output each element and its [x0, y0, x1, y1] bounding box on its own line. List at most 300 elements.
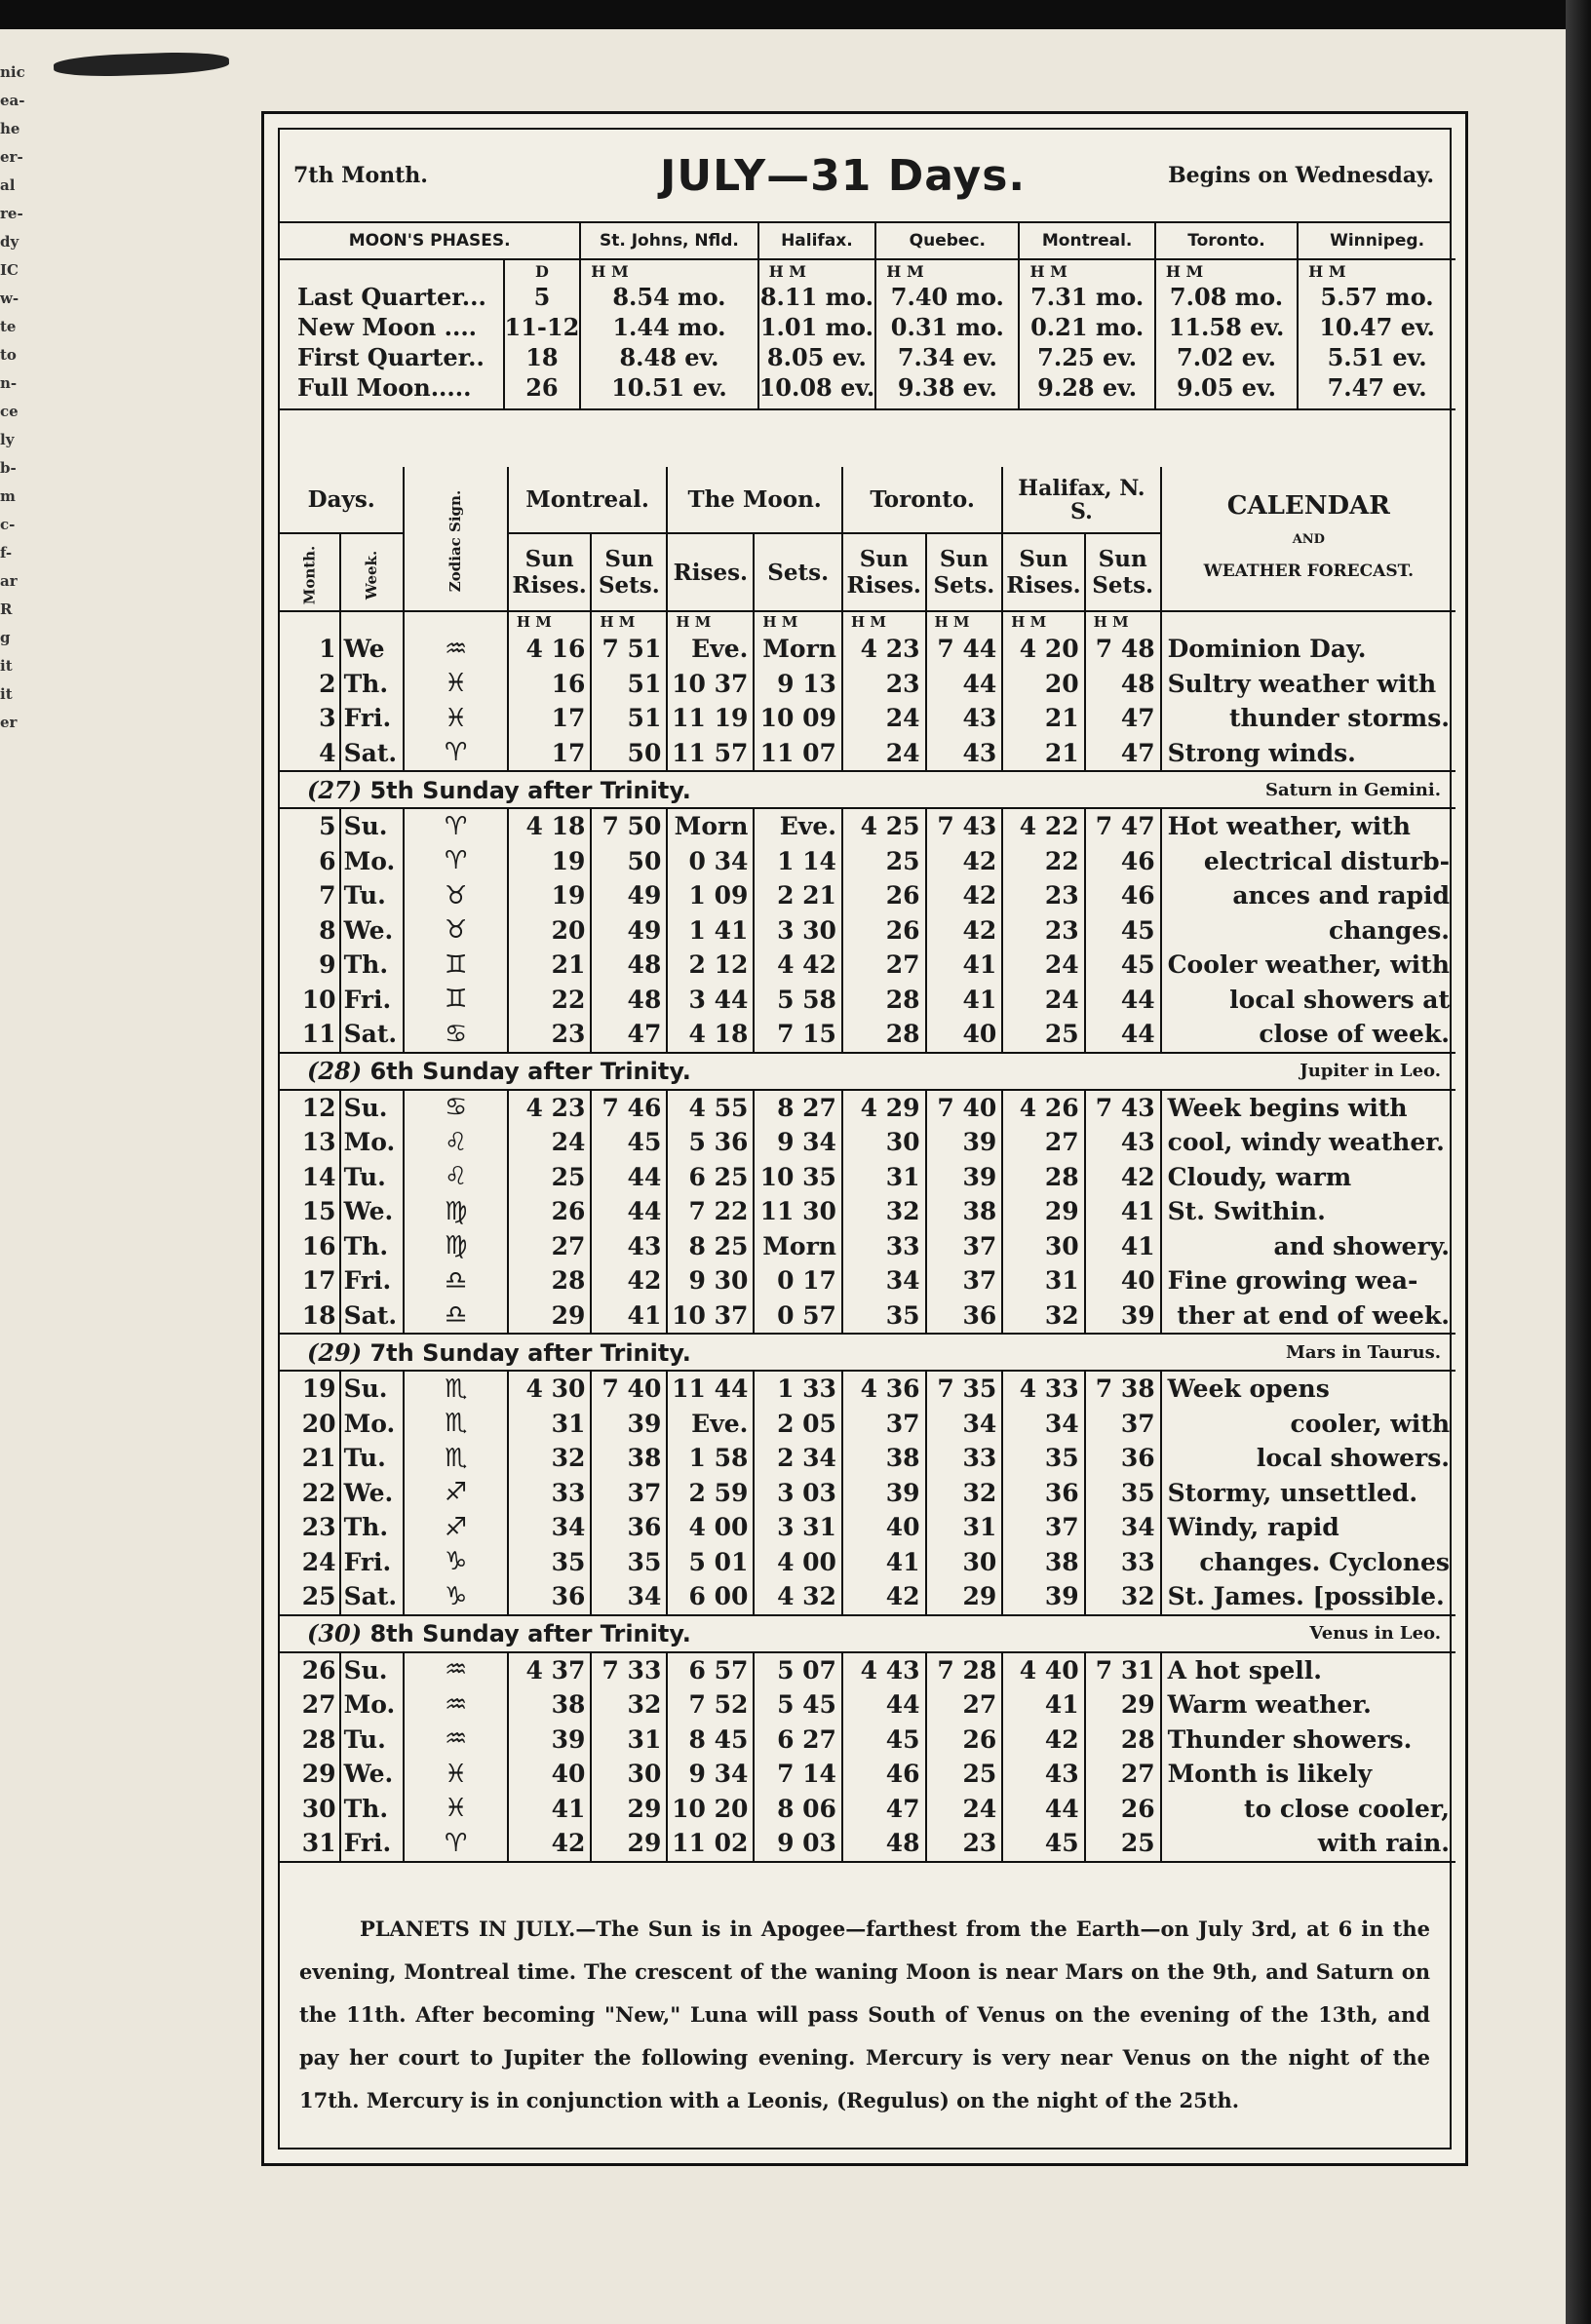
- montreal-sunrise: 4 16: [508, 632, 592, 667]
- montreal-sunset: 42: [591, 1263, 667, 1298]
- zodiac-sign: ♒: [404, 1652, 507, 1688]
- montreal-sunrise: 4 23: [508, 1090, 592, 1126]
- zodiac-header: Zodiac Sign.: [404, 467, 507, 611]
- moonset: 2 05: [754, 1407, 842, 1442]
- day-row: [280, 1371, 1455, 1407]
- moonrise: Eve.: [667, 1407, 754, 1442]
- almanac-page: [261, 111, 1468, 2166]
- sunday-number: (29): [307, 1337, 363, 1367]
- montreal-sunrise: 25: [508, 1160, 592, 1195]
- halifax-sunset: 34: [1085, 1510, 1161, 1545]
- toronto-sunrise: 33: [842, 1229, 926, 1264]
- toronto-sunset: 23: [926, 1826, 1003, 1862]
- toronto-sunset: 42: [926, 844, 1003, 879]
- day-of-month: 4: [280, 736, 340, 772]
- moonset: 8 27: [754, 1090, 842, 1126]
- halifax-sunrise: 41: [1002, 1687, 1084, 1723]
- moonset: 9 03: [754, 1826, 842, 1862]
- unit-hm: H M: [1155, 259, 1298, 282]
- margin-fragment: IC: [0, 261, 19, 279]
- day-row: [280, 1125, 1455, 1160]
- montreal-sunrise: 20: [508, 913, 592, 949]
- weather-forecast: Sultry weather with: [1167, 669, 1437, 698]
- halifax-sunset: 42: [1085, 1160, 1161, 1195]
- day-of-month: 21: [280, 1441, 340, 1476]
- halifax-sunrise: 44: [1002, 1792, 1084, 1827]
- day-row: [280, 1407, 1455, 1442]
- moonrise: Morn: [667, 808, 754, 844]
- halifax-sunset: 28: [1085, 1723, 1161, 1758]
- weather-forecast: changes. Cyclones: [1199, 1547, 1450, 1576]
- phase-name: New Moon ....: [280, 312, 504, 342]
- halifax-sunrise: 22: [1002, 844, 1084, 879]
- ink-stain: [54, 51, 230, 78]
- sunday-title: 8th Sunday after Trinity.: [369, 1620, 691, 1647]
- weekday: Fri.: [340, 983, 405, 1018]
- moonset: 6 27: [754, 1723, 842, 1758]
- montreal-sunset: 48: [591, 983, 667, 1018]
- halifax-sunset: 41: [1085, 1229, 1161, 1264]
- toronto-sunrise: 39: [842, 1476, 926, 1511]
- halifax-sunset: 32: [1085, 1579, 1161, 1615]
- days-header: Days.: [280, 467, 404, 533]
- day-of-month: 13: [280, 1125, 340, 1160]
- halifax-sunrise: 38: [1002, 1545, 1084, 1580]
- zodiac-sign: ♒: [404, 632, 507, 667]
- weekday: We.: [340, 1476, 405, 1511]
- sunday-number: (28): [307, 1057, 363, 1085]
- montreal-sunrise: 19: [508, 844, 592, 879]
- toronto-sunrise: 34: [842, 1263, 926, 1298]
- montreal-sunrise: 42: [508, 1826, 592, 1862]
- toronto-sunrise: 46: [842, 1757, 926, 1792]
- halifax-sunrise: 37: [1002, 1510, 1084, 1545]
- moonrise: 11 02: [667, 1826, 754, 1862]
- margin-fragment: it: [0, 685, 13, 703]
- phase-time: 10.08 ev.: [758, 372, 876, 409]
- montreal-sunset: 48: [591, 948, 667, 983]
- phase-time: 7.40 mo.: [875, 282, 1019, 312]
- phase-time: 8.54 mo.: [580, 282, 757, 312]
- montreal-sunset: 43: [591, 1229, 667, 1264]
- halifax-sunset: 41: [1085, 1194, 1161, 1229]
- halifax-sunrise: 21: [1002, 736, 1084, 772]
- toronto-sunrise: 4 43: [842, 1652, 926, 1688]
- halifax-sunrise: 25: [1002, 1017, 1084, 1053]
- day-of-month: 23: [280, 1510, 340, 1545]
- weekday: Mo.: [340, 1407, 405, 1442]
- phase-time: 7.08 mo.: [1155, 282, 1298, 312]
- moonset: 2 34: [754, 1441, 842, 1476]
- halifax-sunset: 7 48: [1085, 632, 1161, 667]
- moon-col-header: Toronto.: [1155, 223, 1298, 259]
- weekday: Th.: [340, 1229, 405, 1264]
- zodiac-sign: ♈: [404, 808, 507, 844]
- phase-time: 5.51 ev.: [1327, 343, 1427, 371]
- begins-on-label: Begins on Wednesday.: [1168, 163, 1434, 188]
- toronto-sunset: 36: [926, 1298, 1003, 1335]
- toronto-sunrise: 30: [842, 1125, 926, 1160]
- unit-hm: H M: [1085, 611, 1161, 632]
- montreal-sun-sets-header: Sun Sets.: [591, 533, 667, 611]
- phase-name: Last Quarter...: [280, 282, 504, 312]
- halifax-sunset: 36: [1085, 1441, 1161, 1476]
- weather-forecast: cooler, with: [1290, 1409, 1450, 1438]
- toronto-sunrise: 44: [842, 1687, 926, 1723]
- halifax-sunset: 29: [1085, 1687, 1161, 1723]
- planet-note: Saturn in Gemini.: [1265, 779, 1441, 800]
- toronto-sunrise: 23: [842, 667, 926, 702]
- weekday: Mo.: [340, 1687, 405, 1723]
- zodiac-sign: ♊: [404, 948, 507, 983]
- halifax-sunset: 37: [1085, 1407, 1161, 1442]
- phase-time: 8.11 mo.: [758, 282, 876, 312]
- zodiac-sign: ♍: [404, 1194, 507, 1229]
- toronto-sunset: 42: [926, 913, 1003, 949]
- day-of-month: 5: [280, 808, 340, 844]
- weekday: Fri.: [340, 701, 405, 736]
- moon-phase-row: [280, 282, 1455, 312]
- weather-forecast-header: WEATHER FORECAST.: [1203, 562, 1414, 581]
- weekday: Fri.: [340, 1263, 405, 1298]
- montreal-sunrise: 39: [508, 1723, 592, 1758]
- planet-note: Jupiter in Leo.: [1300, 1061, 1441, 1081]
- toronto-sunset: 44: [926, 667, 1003, 702]
- montreal-sunrise: 35: [508, 1545, 592, 1580]
- moonrise: 10 20: [667, 1792, 754, 1827]
- weather-forecast: Fine growing wea-: [1167, 1266, 1418, 1296]
- halifax-sunset: 45: [1085, 948, 1161, 983]
- weather-forecast: changes.: [1329, 915, 1450, 945]
- montreal-sunrise: 36: [508, 1579, 592, 1615]
- weather-forecast: A hot spell.: [1167, 1655, 1322, 1685]
- weather-forecast: Week begins with: [1167, 1093, 1408, 1122]
- montreal-sunrise: 41: [508, 1792, 592, 1827]
- moonrise: 5 36: [667, 1125, 754, 1160]
- day-of-month: 26: [280, 1652, 340, 1688]
- unit-hm: H M: [926, 611, 1003, 632]
- halifax-sunset: 7 38: [1085, 1371, 1161, 1407]
- zodiac-sign: ♈: [404, 736, 507, 772]
- planets-note: PLANETS IN JULY.—The Sun is in Apogee—farthest from the Earth—on July 3rd, at 6 in the evening, Montreal time. The crescent of the waning Moon is near Mars on the 9th, and Saturn on the 11th. After becoming "New," Luna will pass South of Venus on the evening of the 13th, and pay her court to Jupiter the following evening. Mercury is very near Venus on the night of the 17th. Mercury is in conjunction with a Leonis, (Regulus) on the night of the 25th.: [299, 1917, 1430, 2112]
- toronto-sunrise: 48: [842, 1826, 926, 1862]
- montreal-sunset: 7 51: [591, 632, 667, 667]
- halifax-sunrise: 23: [1002, 878, 1084, 913]
- day-of-month: 6: [280, 844, 340, 879]
- day-row: [280, 1194, 1455, 1229]
- weekday: We.: [340, 913, 405, 949]
- day-of-month: 24: [280, 1545, 340, 1580]
- day-of-month: 9: [280, 948, 340, 983]
- moon-phase-row: [280, 312, 1455, 342]
- toronto-sunrise: 4 36: [842, 1371, 926, 1407]
- moonrise: 8 45: [667, 1723, 754, 1758]
- phase-time: 7.25 ev.: [1019, 342, 1154, 372]
- moon-col-header: Winnipeg.: [1298, 223, 1455, 259]
- phase-time: 10.47 ev.: [1319, 313, 1435, 341]
- moonset: Eve.: [754, 808, 842, 844]
- halifax-sunrise: 20: [1002, 667, 1084, 702]
- day-of-month: 7: [280, 878, 340, 913]
- montreal-sunrise: 33: [508, 1476, 592, 1511]
- phase-name: First Quarter..: [280, 342, 504, 372]
- day-row: [280, 632, 1455, 667]
- moonset: 9 13: [754, 667, 842, 702]
- sunday-title: 7th Sunday after Trinity.: [369, 1338, 691, 1367]
- weather-forecast: and showery.: [1273, 1231, 1450, 1260]
- sunday-number: (27): [307, 775, 363, 804]
- moonrise: 11 19: [667, 701, 754, 736]
- toronto-sunset: 27: [926, 1687, 1003, 1723]
- moonrise: 10 37: [667, 1298, 754, 1335]
- weekday: Su.: [340, 808, 405, 844]
- moonrise: 7 22: [667, 1194, 754, 1229]
- moon-col-header: Halifax.: [758, 223, 876, 259]
- moonset: 7 14: [754, 1757, 842, 1792]
- day-of-month: 12: [280, 1090, 340, 1126]
- montreal-sunset: 44: [591, 1160, 667, 1195]
- moonrise: 1 09: [667, 878, 754, 913]
- day-of-month: 14: [280, 1160, 340, 1195]
- almanac-inner-border: [278, 128, 1452, 2150]
- halifax-sunrise: 30: [1002, 1229, 1084, 1264]
- zodiac-sign: ♑: [404, 1579, 507, 1615]
- margin-fragment: ce: [0, 403, 19, 420]
- weekday: Tu.: [340, 1723, 405, 1758]
- day-of-month: 8: [280, 913, 340, 949]
- montreal-sunset: 41: [591, 1298, 667, 1335]
- moonrise: 4 00: [667, 1510, 754, 1545]
- halifax-sunrise: 24: [1002, 983, 1084, 1018]
- weekday: Su.: [340, 1371, 405, 1407]
- day-row: [280, 1652, 1455, 1688]
- sunday-row: [280, 771, 1455, 808]
- weekday: Fri.: [340, 1545, 405, 1580]
- margin-fragment: ar: [0, 572, 18, 590]
- weather-forecast: local showers.: [1256, 1444, 1450, 1473]
- margin-fragment: m: [0, 487, 16, 505]
- day-row: [280, 1826, 1455, 1862]
- montreal-sunrise: 23: [508, 1017, 592, 1053]
- toronto-sunrise: 32: [842, 1194, 926, 1229]
- toronto-sunset: 37: [926, 1263, 1003, 1298]
- toronto-sunset: 7 40: [926, 1090, 1003, 1126]
- day-of-month: 31: [280, 1826, 340, 1862]
- moon-col-header: MOON'S PHASES.: [280, 223, 580, 259]
- calendar-forecast-header: [1161, 467, 1455, 611]
- montreal-sunset: 31: [591, 1723, 667, 1758]
- halifax-sunset: 26: [1085, 1792, 1161, 1827]
- moon-col-header: St. Johns, Nfld.: [580, 223, 757, 259]
- toronto-sunset: 41: [926, 983, 1003, 1018]
- day-of-month: 29: [280, 1757, 340, 1792]
- phase-time: 11.58 ev.: [1155, 312, 1298, 342]
- moonrise: 9 34: [667, 1757, 754, 1792]
- halifax-sunrise: 24: [1002, 948, 1084, 983]
- weekday: Tu.: [340, 1160, 405, 1195]
- montreal-sunset: 50: [591, 844, 667, 879]
- montreal-sunset: 34: [591, 1579, 667, 1615]
- toronto-sunrise: 4 29: [842, 1090, 926, 1126]
- margin-fragment: R: [0, 600, 13, 618]
- zodiac-sign: ♍: [404, 1229, 507, 1264]
- sunday-title: 5th Sunday after Trinity.: [369, 776, 691, 804]
- montreal-sunset: 47: [591, 1017, 667, 1053]
- margin-fragment: g: [0, 629, 11, 646]
- phase-time: 9.05 ev.: [1155, 372, 1298, 409]
- montreal-sunrise: 31: [508, 1407, 592, 1442]
- day-of-month: 11: [280, 1017, 340, 1053]
- phase-time: 7.34 ev.: [875, 342, 1019, 372]
- day-row: [280, 1757, 1455, 1792]
- montreal-sunset: 7 50: [591, 808, 667, 844]
- toronto-sunrise: 42: [842, 1579, 926, 1615]
- halifax-sunset: 48: [1085, 667, 1161, 702]
- toronto-sunset: 38: [926, 1194, 1003, 1229]
- montreal-sunset: 7 33: [591, 1652, 667, 1688]
- weather-forecast: St. Swithin.: [1167, 1197, 1326, 1226]
- moonrise: 2 12: [667, 948, 754, 983]
- moonrise: 5 01: [667, 1545, 754, 1580]
- unit-hm: H M: [580, 259, 757, 282]
- moon-header: The Moon.: [667, 467, 842, 533]
- montreal-sunset: 45: [591, 1125, 667, 1160]
- month-number-label: 7th Month.: [293, 163, 428, 188]
- halifax-sunrise: 28: [1002, 1160, 1084, 1195]
- sunday-number: (30): [307, 1619, 363, 1647]
- toronto-sunrise: 25: [842, 844, 926, 879]
- moonrise: Eve.: [667, 632, 754, 667]
- toronto-sunset: 32: [926, 1476, 1003, 1511]
- zodiac-sign: ♌: [404, 1160, 507, 1195]
- unit-hm: H M: [842, 611, 926, 632]
- margin-fragment: f-: [0, 544, 13, 562]
- phase-time: 9.38 ev.: [875, 372, 1019, 409]
- toronto-sunset: 7 35: [926, 1371, 1003, 1407]
- moonset: Morn: [754, 1229, 842, 1264]
- moonset: 0 57: [754, 1298, 842, 1335]
- toronto-sunset: 41: [926, 948, 1003, 983]
- weather-forecast: electrical disturb-: [1203, 846, 1450, 875]
- margin-fragment: er-: [0, 148, 23, 166]
- montreal-sunrise: 16: [508, 667, 592, 702]
- day-row: [280, 1263, 1455, 1298]
- montreal-sunrise: 38: [508, 1687, 592, 1723]
- halifax-sunset: 43: [1085, 1125, 1161, 1160]
- phase-time: 0.21 mo.: [1019, 312, 1154, 342]
- weather-forecast: Windy, rapid: [1167, 1513, 1339, 1542]
- montreal-sunrise: 28: [508, 1263, 592, 1298]
- moonset: 1 14: [754, 844, 842, 879]
- weather-forecast: cool, windy weather.: [1167, 1128, 1445, 1157]
- toronto-sunrise: 26: [842, 913, 926, 949]
- weather-forecast: Cloudy, warm: [1167, 1162, 1352, 1191]
- zodiac-sign: ♋: [404, 1017, 507, 1053]
- moonrise: 0 34: [667, 844, 754, 879]
- zodiac-sign: ♓: [404, 1792, 507, 1827]
- moon-phases-table: [280, 223, 1455, 410]
- phase-day: 11-12: [504, 313, 580, 341]
- toronto-sunrise: 37: [842, 1407, 926, 1442]
- weather-forecast: with rain.: [1161, 1826, 1455, 1862]
- margin-fragment: to: [0, 346, 17, 364]
- planet-note: Venus in Leo.: [1309, 1623, 1441, 1644]
- montreal-sunrise: 4 30: [508, 1371, 592, 1407]
- moonset: 9 34: [754, 1125, 842, 1160]
- weekday: Mo.: [340, 844, 405, 879]
- toronto-sunset: 39: [926, 1125, 1003, 1160]
- margin-fragment: re-: [0, 205, 23, 222]
- toronto-sunset: 42: [926, 878, 1003, 913]
- montreal-sunset: 29: [591, 1826, 667, 1862]
- day-of-month: 30: [280, 1792, 340, 1827]
- margin-fragment: c-: [0, 516, 16, 533]
- halifax-sunrise: 4 40: [1002, 1652, 1084, 1688]
- toronto-sunset: 31: [926, 1510, 1003, 1545]
- moonset: 8 06: [754, 1792, 842, 1827]
- halifax-sunrise: 4 26: [1002, 1090, 1084, 1126]
- zodiac-sign: ♌: [404, 1125, 507, 1160]
- montreal-sunrise: 29: [508, 1298, 592, 1335]
- halifax-sunrise: 39: [1002, 1579, 1084, 1615]
- moonset: 5 58: [754, 983, 842, 1018]
- toronto-sunrise: 31: [842, 1160, 926, 1195]
- weekday: We.: [340, 1757, 405, 1792]
- weekday: Su.: [340, 1652, 405, 1688]
- toronto-sunset: 39: [926, 1160, 1003, 1195]
- scan-right-edge: [1566, 0, 1591, 2324]
- moonrise: 4 18: [667, 1017, 754, 1053]
- toronto-sunrise: 47: [842, 1792, 926, 1827]
- montreal-sunrise: 40: [508, 1757, 592, 1792]
- montreal-header: Montreal.: [508, 467, 668, 533]
- weather-forecast: Dominion Day.: [1167, 635, 1367, 664]
- toronto-sun-sets-header: Sun Sets.: [926, 533, 1003, 611]
- phase-time: 7.02 ev.: [1155, 342, 1298, 372]
- sunday-row: [280, 1053, 1455, 1090]
- zodiac-sign: ♒: [404, 1723, 507, 1758]
- zodiac-sign: ♒: [404, 1687, 507, 1723]
- weather-forecast: ther at end of week.: [1177, 1300, 1450, 1330]
- day-of-month: 16: [280, 1229, 340, 1264]
- montreal-sunrise: 34: [508, 1510, 592, 1545]
- halifax-sun-sets-header: Sun Sets.: [1085, 533, 1161, 611]
- day-row: [280, 1510, 1455, 1545]
- weekday: Sat.: [340, 1298, 405, 1335]
- toronto-sunrise: 27: [842, 948, 926, 983]
- month-title: JULY—31 Days.: [660, 151, 1027, 201]
- moonset: 10 35: [754, 1160, 842, 1195]
- moonset: 5 07: [754, 1652, 842, 1688]
- weather-forecast: ances and rapid: [1232, 881, 1450, 910]
- day-row: [280, 913, 1455, 949]
- halifax-sunrise: 43: [1002, 1757, 1084, 1792]
- toronto-sunrise: 40: [842, 1510, 926, 1545]
- day-of-month: 28: [280, 1723, 340, 1758]
- montreal-sunset: 29: [591, 1792, 667, 1827]
- montreal-sunset: 30: [591, 1757, 667, 1792]
- halifax-sunset: 46: [1085, 844, 1161, 879]
- moonset: 11 07: [754, 736, 842, 772]
- zodiac-sign: ♏: [404, 1441, 507, 1476]
- day-row: [280, 983, 1455, 1018]
- toronto-sun-rises-header: Sun Rises.: [842, 533, 926, 611]
- weather-forecast: Cooler weather, with: [1167, 950, 1450, 980]
- unit-hm: H M: [1308, 261, 1346, 281]
- month-header: [280, 130, 1450, 223]
- moon-col-header: Montreal.: [1019, 223, 1154, 259]
- montreal-sunset: 39: [591, 1407, 667, 1442]
